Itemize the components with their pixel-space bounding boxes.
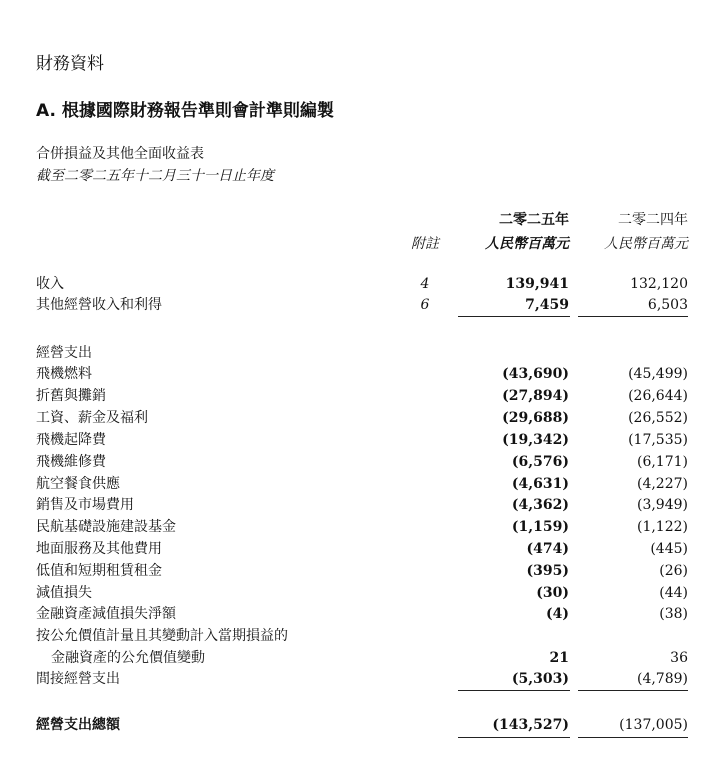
table-row [0, 407, 719, 429]
row-label: 航空餐食供應 [36, 476, 120, 492]
rule-2025 [458, 737, 570, 738]
row-label: 地面服務及其他費用 [36, 541, 162, 557]
row-value-2025: (43,690) [502, 366, 569, 382]
statement-title: 合併損益及其他全面收益表 [36, 146, 204, 162]
row-value-2025: (4,362) [511, 497, 569, 513]
table-row [0, 273, 719, 295]
row-label: 間接經營支出 [36, 671, 120, 687]
table-row [0, 342, 719, 364]
row-value-2025: 21 [549, 650, 569, 666]
col-2024-unit: 人民幣百萬元 [604, 236, 688, 252]
row-value-2024: 132,120 [630, 276, 688, 292]
row-value-2024: (45,499) [628, 366, 688, 382]
table-row [0, 647, 719, 669]
table-row-total [0, 714, 719, 736]
row-value-2024: (38) [659, 606, 688, 622]
rule-2024 [578, 316, 688, 317]
row-note: 6 [420, 297, 430, 313]
row-value-2024: 6,503 [647, 297, 688, 313]
table-row [0, 473, 719, 495]
table-row [0, 603, 719, 625]
row-value-2025: (27,894) [502, 388, 569, 404]
row-label: 按公允價值計量且其變動計入當期損益的 [36, 628, 288, 644]
rule-2024 [578, 737, 688, 738]
row-label: 銷售及市場費用 [36, 497, 134, 513]
row-label: 減值損失 [36, 585, 92, 601]
row-value-2024: (17,535) [628, 432, 688, 448]
section-title: 財務資料 [36, 54, 104, 74]
table-row [0, 294, 719, 316]
row-heading: 經營支出 [36, 345, 92, 361]
table-row [0, 582, 719, 604]
table-row [0, 494, 719, 516]
row-value-2025: (5,303) [511, 671, 569, 687]
row-value-2024: (1,122) [636, 519, 688, 535]
row-value-2024: (137,005) [619, 717, 688, 733]
row-label: 折舊與攤銷 [36, 388, 106, 404]
row-value-2024: (26,552) [628, 410, 688, 426]
row-value-2025: (1,159) [511, 519, 569, 535]
row-note: 4 [420, 276, 430, 292]
row-value-2025: (395) [526, 563, 569, 579]
row-value-2024: (6,171) [636, 454, 688, 470]
row-value-2024: (4,789) [636, 671, 688, 687]
table-row [0, 429, 719, 451]
row-value-2024: (26,644) [628, 388, 688, 404]
table-row [0, 538, 719, 560]
part-title: A. 根據國際財務報告準則會計準則編製 [36, 101, 334, 121]
table-row [0, 668, 719, 690]
row-label: 低值和短期租賃租金 [36, 563, 162, 579]
row-value-2025: (4,631) [511, 476, 569, 492]
row-value-2025: (143,527) [492, 717, 569, 733]
table-row [0, 625, 719, 647]
row-label: 金融資產減值損失淨額 [36, 606, 176, 622]
row-label: 經營支出總額 [36, 717, 120, 733]
row-label: 飛機維修費 [36, 454, 106, 470]
row-label: 其他經營收入和利得 [36, 297, 162, 313]
row-value-2025: (6,576) [511, 454, 569, 470]
row-label: 民航基礎設施建設基金 [36, 519, 176, 535]
row-value-2024: (445) [650, 541, 688, 557]
row-label: 收入 [36, 276, 64, 292]
row-value-2025: 7,459 [525, 297, 569, 313]
row-label: 工資、薪金及福利 [36, 410, 148, 426]
table-row [0, 451, 719, 473]
rule-2025 [458, 316, 570, 317]
table-row [0, 363, 719, 385]
row-value-2024: 36 [670, 650, 688, 666]
row-value-2025: (4) [546, 606, 569, 622]
col-2025-year: 二零二五年 [499, 212, 569, 228]
table-row [0, 560, 719, 582]
row-label: 飛機燃料 [36, 366, 92, 382]
rule-2024 [578, 690, 688, 691]
row-label: 飛機起降費 [36, 432, 106, 448]
row-value-2025: 139,941 [505, 276, 569, 292]
rule-2025 [458, 690, 570, 691]
row-value-2024: (4,227) [636, 476, 688, 492]
col-note: 附註 [411, 236, 439, 252]
col-2024-year: 二零二四年 [618, 212, 688, 228]
table-row [0, 516, 719, 538]
row-value-2024: (44) [659, 585, 688, 601]
row-value-2025: (29,688) [502, 410, 569, 426]
row-value-2025: (19,342) [502, 432, 569, 448]
row-value-2025: (30) [536, 585, 569, 601]
row-label: 金融資產的公允價值變動 [51, 650, 205, 666]
row-value-2024: (3,949) [636, 497, 688, 513]
table-row [0, 385, 719, 407]
col-2025-unit: 人民幣百萬元 [485, 236, 569, 252]
statement-subtitle: 截至二零二五年十二月三十一日止年度 [36, 168, 274, 184]
row-value-2025: (474) [526, 541, 569, 557]
row-value-2024: (26) [659, 563, 688, 579]
